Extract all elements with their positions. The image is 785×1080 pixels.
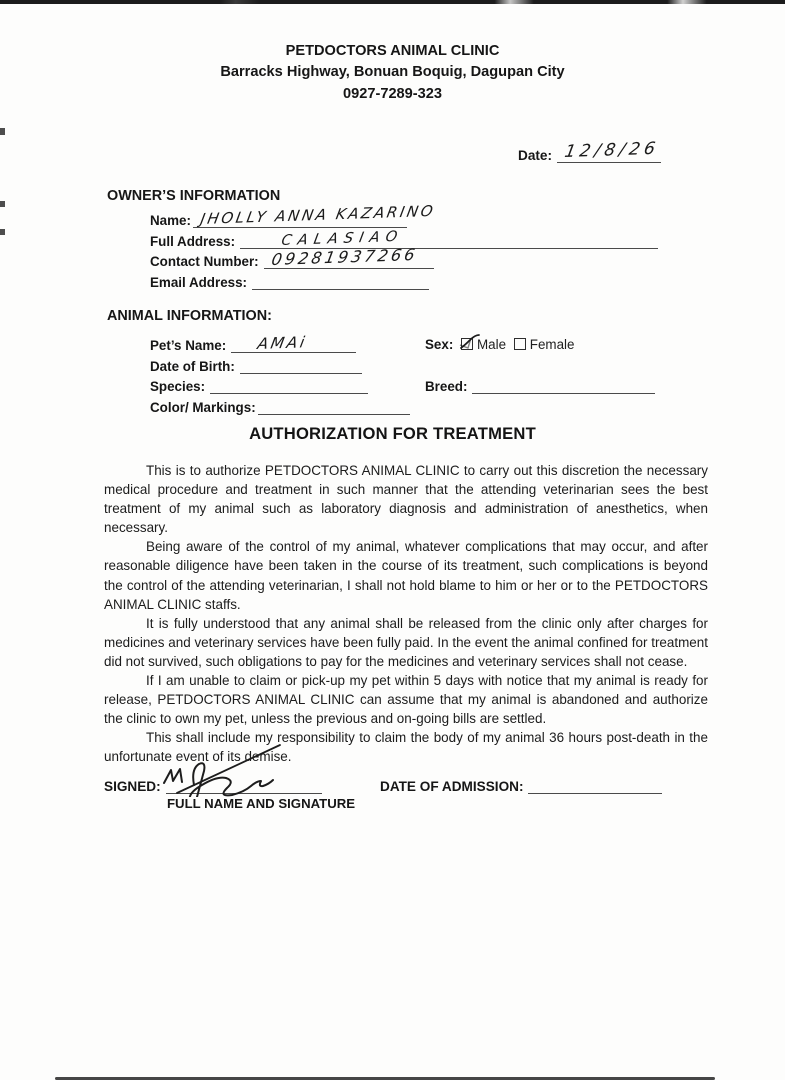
date-field-line bbox=[557, 138, 661, 163]
signed-field-line bbox=[166, 778, 322, 794]
owner-name-handwriting: JHOLLY ANNA KAZARINO bbox=[198, 201, 437, 228]
color-markings-label: Color/ Markings: bbox=[150, 399, 256, 415]
date-row bbox=[518, 138, 661, 163]
pet-name-field-line bbox=[231, 333, 356, 353]
breed-row bbox=[425, 378, 655, 398]
female-option-label: Female bbox=[529, 337, 575, 352]
female-checkbox bbox=[514, 338, 526, 350]
species-row bbox=[150, 378, 368, 398]
signed-sublabel: FULL NAME AND SIGNATURE bbox=[167, 796, 356, 811]
owner-email-row bbox=[150, 274, 429, 294]
species-label: Species: bbox=[150, 379, 206, 394]
date-handwriting: 12/8/26 bbox=[563, 138, 661, 162]
authorization-paragraph-2: Being aware of the control of my animal, whatever complications that may occur, and after reasonable diligence have been taken in the course of its treatment, such complications is beyond the control of the attending veterinarian, I shall not hold blame to him or her or to the PETDOCTORS ANIMAL CLINIC staffs. bbox=[104, 539, 708, 612]
authorization-paragraph-5: This shall include my responsibility to claim the body of my animal 36 hours post-death in the unfortunate event of its demise. bbox=[104, 730, 708, 765]
scan-artifact-top-edge bbox=[0, 0, 785, 4]
signed-label: SIGNED: bbox=[104, 779, 161, 794]
color-markings-row bbox=[150, 399, 410, 419]
male-check-mark bbox=[459, 332, 481, 352]
male-option-label: Male bbox=[477, 337, 507, 352]
scan-artifact-left-tick bbox=[0, 201, 5, 207]
birth-date-row bbox=[150, 358, 362, 378]
owner-contact-field-line bbox=[264, 244, 434, 269]
male-checkbox bbox=[461, 338, 473, 350]
authorization-body bbox=[104, 461, 708, 767]
owner-contact-handwriting: 09281937266 bbox=[269, 244, 419, 269]
color-markings-field-line bbox=[258, 399, 410, 415]
owner-address-handwriting: CALASIAO bbox=[280, 228, 405, 249]
owner-name-field-line bbox=[193, 201, 437, 228]
species-field-line bbox=[210, 378, 368, 394]
sex-label: Sex: bbox=[425, 337, 454, 352]
scan-artifact-left-tick bbox=[0, 128, 5, 135]
pet-name-row bbox=[150, 333, 356, 357]
clinic-address: Barracks Highway, Bonuan Boquig, Dagupan City bbox=[220, 64, 565, 81]
clinic-phone: 0927-7289-323 bbox=[343, 85, 442, 102]
animal-info-section-title: ANIMAL INFORMATION: bbox=[107, 308, 272, 324]
clinic-name: PETDOCTORS ANIMAL CLINIC bbox=[285, 43, 500, 59]
authorization-paragraph-1: This is to authorize PETDOCTORS ANIMAL CLINIC to carry out this discretion the necessary medical procedure and treatment in such manner that the attending veterinarian sees the best treatment of my animal such as laboratory diagnosis and administration of anesthetics, when necessary. bbox=[104, 463, 708, 536]
owner-name-label: Name: bbox=[150, 213, 191, 228]
breed-label: Breed: bbox=[425, 379, 468, 394]
owner-contact-label: Contact Number: bbox=[150, 254, 259, 269]
authorization-title: AUTHORIZATION FOR TREATMENT bbox=[249, 424, 536, 443]
scan-artifact-left-tick bbox=[0, 229, 5, 235]
clinic-header bbox=[0, 41, 785, 105]
authorization-paragraph-3: It is fully understood that any animal shall be released from the clinic only after charges for medicines and veterinary services have been fully paid. In the event the animal confined for treatment did not survived, such obligations to pay for the medicines and veterinary services shall not cease. bbox=[104, 615, 708, 669]
owner-contact-row bbox=[150, 244, 434, 273]
breed-field-line bbox=[472, 378, 655, 394]
signed-row bbox=[104, 778, 322, 794]
owner-email-field-line bbox=[252, 274, 429, 290]
birth-date-label: Date of Birth: bbox=[150, 358, 235, 374]
admission-field-line bbox=[528, 778, 662, 794]
date-label: Date: bbox=[518, 148, 552, 163]
owner-info-section-title: OWNER’S INFORMATION bbox=[107, 188, 281, 204]
admission-label: DATE OF ADMISSION: bbox=[380, 779, 524, 794]
owner-name-row bbox=[150, 201, 437, 232]
owner-address-label: Full Address: bbox=[150, 233, 236, 249]
sex-row bbox=[425, 337, 574, 357]
birth-date-field-line bbox=[240, 358, 362, 374]
authorization-paragraph-4: If I am unable to claim or pick-up my pet within 5 days with notice that my animal is ready for release, PETDOCTORS ANIMAL CLINIC can assume that my animal is abandoned and authorize the clinic to own my pet, unless the previous and on-going bills are settled. bbox=[104, 673, 708, 727]
owner-email-label: Email Address: bbox=[150, 274, 247, 290]
pet-name-handwriting: AMAi bbox=[256, 333, 309, 353]
admission-row bbox=[380, 778, 662, 794]
owner-address-field-line bbox=[240, 228, 658, 249]
pet-name-label: Pet’s Name: bbox=[150, 338, 227, 353]
